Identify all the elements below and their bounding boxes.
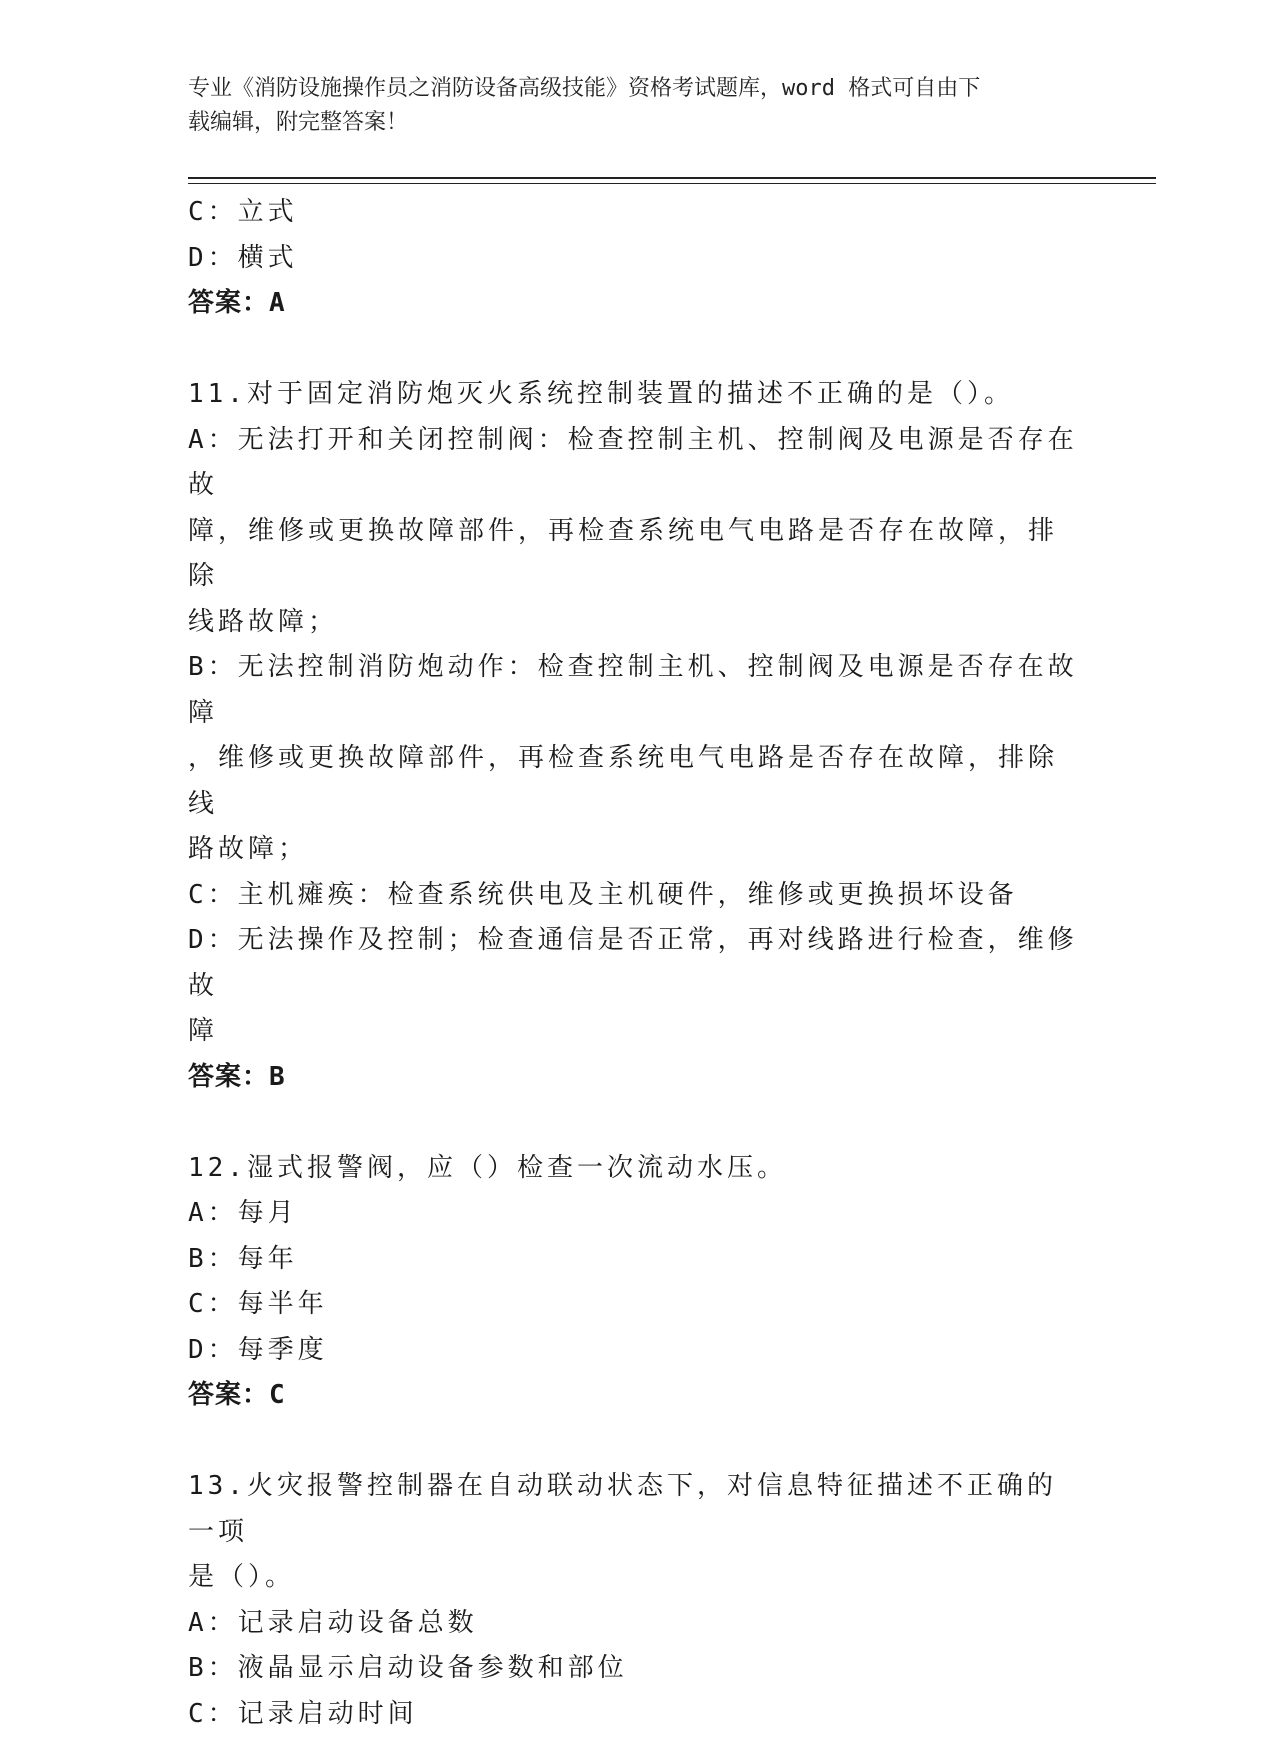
question-12-option-c: C：每半年 (188, 1282, 1078, 1328)
question-11-answer: 答案：B (188, 1055, 1078, 1101)
prev-option-c: C：立式 (188, 190, 1078, 236)
question-11-option-c: C：主机瘫痪：检查系统供电及主机硬件，维修或更换损坏设备 (188, 873, 1078, 919)
question-13-option-c: C：记录启动时间 (188, 1692, 1078, 1737)
question-11 (188, 372, 1078, 1100)
question-11-option-a-line-3: 线路故障； (188, 600, 1078, 646)
question-13 (188, 1464, 1078, 1737)
question-11-stem: 11.对于固定消防炮灭火系统控制装置的描述不正确的是（）。 (188, 372, 1078, 418)
prev-option-d: D：横式 (188, 236, 1078, 282)
question-13-stem-line-2: 是（）。 (188, 1555, 1078, 1601)
spacer (188, 327, 1078, 373)
question-11-option-d-line-2: 障 (188, 1009, 1078, 1055)
header-rule-thin (188, 183, 1156, 184)
question-13-stem-line-1: 13.火灾报警控制器在自动联动状态下，对信息特征描述不正确的一项 (188, 1464, 1078, 1555)
question-11-option-b-line-1: B：无法控制消防炮动作：检查控制主机、控制阀及电源是否存在故障 (188, 645, 1078, 736)
question-11-option-b-line-3: 路故障； (188, 827, 1078, 873)
question-content (188, 190, 1078, 1737)
question-11-option-a-line-1: A：无法打开和关闭控制阀：检查控制主机、控制阀及电源是否存在故 (188, 418, 1078, 509)
spacer (188, 1100, 1078, 1146)
header-line-1: 专业《消防设施操作员之消防设备高级技能》资格考试题库，word 格式可自由下 (188, 72, 1068, 106)
question-13-option-a: A：记录启动设备总数 (188, 1601, 1078, 1647)
question-12-option-a: A：每月 (188, 1191, 1078, 1237)
page-header (188, 72, 1068, 140)
header-rule-thick (188, 177, 1156, 179)
question-12-stem: 12.湿式报警阀，应（）检查一次流动水压。 (188, 1146, 1078, 1192)
question-12-option-d: D：每季度 (188, 1328, 1078, 1374)
header-line-2: 载编辑，附完整答案！ (188, 106, 1068, 140)
question-12 (188, 1146, 1078, 1419)
question-11-option-a-line-2: 障，维修或更换故障部件，再检查系统电气电路是否存在故障，排除 (188, 509, 1078, 600)
prev-answer: 答案：A (188, 281, 1078, 327)
question-12-option-b: B：每年 (188, 1237, 1078, 1283)
spacer (188, 1419, 1078, 1465)
question-11-option-d-line-1: D：无法操作及控制；检查通信是否正常，再对线路进行检查，维修故 (188, 918, 1078, 1009)
question-11-option-b-line-2: ，维修或更换故障部件，再检查系统电气电路是否存在故障，排除线 (188, 736, 1078, 827)
question-13-option-b: B：液晶显示启动设备参数和部位 (188, 1646, 1078, 1692)
question-12-answer: 答案：C (188, 1373, 1078, 1419)
